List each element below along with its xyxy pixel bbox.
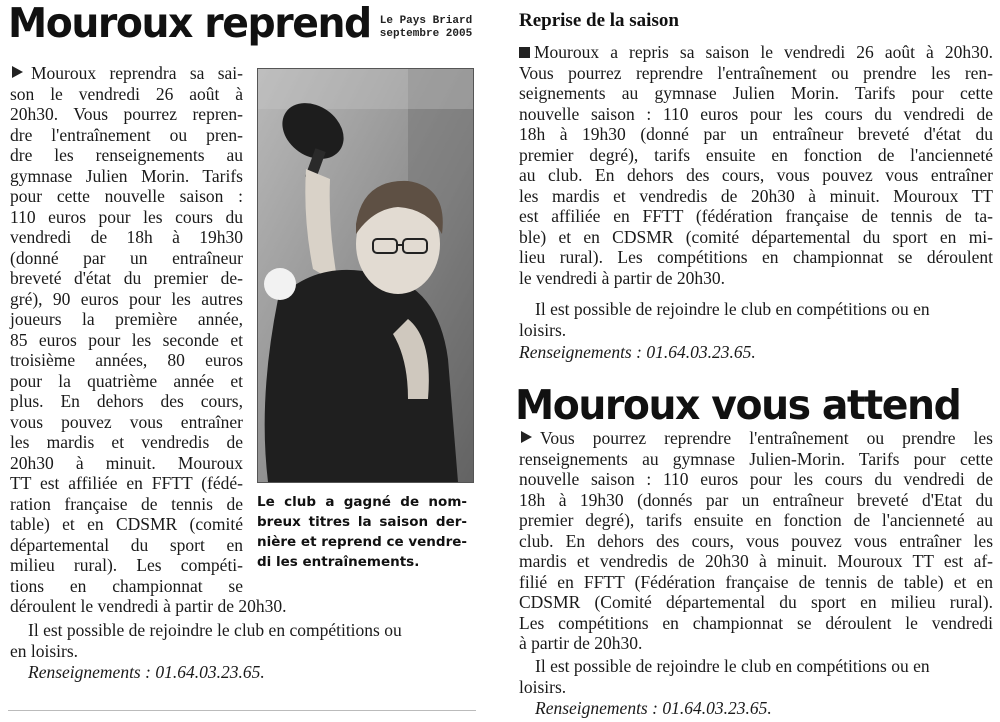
right-bottom-text-line: 18h à 19h30 (donnés par un entraîneur breveté d'Etat du xyxy=(519,489,993,510)
right-bottom-text-line: premier degré), tarifs ensuite en fonction de l'ancienneté au xyxy=(519,510,993,530)
right-bottom-text-line: filié en FFTT (Fédération française de tennis de table) et en xyxy=(519,571,993,592)
right-top-text-line: seignements au gymnase Julien Morin. Tarifs pour cette xyxy=(519,83,993,103)
left-text-line: 20h30 à minuit. Mouroux xyxy=(10,452,243,473)
caption-line: di les entraînements. xyxy=(257,554,420,570)
bullet-triangle-icon xyxy=(12,66,23,78)
right-top-text-line-text: Mouroux a repris sa saison le vendredi 26 août à 20h30. xyxy=(534,42,993,62)
left-text-line xyxy=(10,63,243,84)
left-text-line: pour cette nouvelle saison : xyxy=(10,186,243,206)
right-top-paragraph-2-line-2: loisirs. xyxy=(519,320,567,340)
right-top-text-line: est affiliée en FFTT (fédération française de tennis de ta- xyxy=(519,206,993,226)
right-top-text-line: au club. En dehors des cours, vous pouvez vous entraîner xyxy=(519,165,993,185)
right-top-text-line: lieu rural). Les compétitions en championnat se déroulent xyxy=(519,247,993,267)
left-text-line: gymnase Julien Morin. Tarifs xyxy=(10,165,243,186)
left-bottom-rule xyxy=(8,710,476,711)
left-text-line: table) et en CDSMR (comité xyxy=(10,514,243,534)
right-bottom-text-line: Les compétitions en championnat se déroulent le vendredi xyxy=(519,612,993,633)
left-text-line: 20h30. Vous pourrez repren- xyxy=(10,104,243,124)
left-text-line: tions en championnat se xyxy=(10,575,243,596)
left-column-text xyxy=(10,63,243,596)
right-top-text-line: 18h à 19h30 (donné par un entraîneur breveté d'état du xyxy=(519,124,993,144)
right-top-text-line xyxy=(519,42,993,63)
right-top-text-line: les mardis et vendredis de 20h30 à minuit. Mouroux TT xyxy=(519,185,993,206)
left-text-line: milieu rural). Les compéti- xyxy=(10,555,243,575)
left-text-line: ration française de tennis de xyxy=(10,493,243,514)
left-text-line: dre l'entraînement ou pren- xyxy=(10,124,243,145)
left-text-line: pour la quatrième année et xyxy=(10,370,243,391)
right-bottom-text-line: nouvelle saison : 110 euros pour les cours du vendredi de xyxy=(519,469,993,489)
left-headline: Mouroux reprend xyxy=(8,0,371,47)
left-text-line: les mardis et vendredis de xyxy=(10,432,243,452)
player-illustration xyxy=(258,69,473,482)
left-text-line: gré), 90 euros pour les autres xyxy=(10,288,243,309)
right-top-text-line: premier degré), tarifs ensuite en fonction de l'ancienneté xyxy=(519,144,993,165)
right-bottom-text-line: renseignements au gymnase Julien-Morin. Tarifs pour cette xyxy=(519,448,993,469)
left-renseignements: Renseignements : 01.64.03.23.65. xyxy=(28,662,265,682)
right-bottom-text-line: à partir de 20h30. xyxy=(519,633,643,653)
right-bottom-headline: Mouroux vous attend xyxy=(515,381,961,429)
right-bottom-text-line: club. En dehors des cours, vous pouvez vous entraîner les xyxy=(519,530,993,551)
left-text-line: son le vendredi 26 août à xyxy=(10,83,243,104)
left-text-line: breveté d'état du premier de- xyxy=(10,268,243,288)
left-text-line: TT est affiliée en FFTT (fédé- xyxy=(10,473,243,493)
photo-table-tennis-player xyxy=(257,68,474,483)
right-top-title: Reprise de la saison xyxy=(519,10,679,31)
right-bottom-paragraph-2-line-1: Il est possible de rejoindre le club en compétitions ou en xyxy=(535,656,930,676)
left-full-width-line: déroulent le vendredi à partir de 20h30. xyxy=(10,596,287,616)
right-bottom-text xyxy=(519,428,993,654)
right-top-paragraph-2-line-1: Il est possible de rejoindre le club en compétitions ou en xyxy=(535,299,930,319)
source-publication: Le Pays Briard xyxy=(379,15,473,27)
left-text-line: vendredi de 18h à 19h30 xyxy=(10,227,243,247)
caption-line: nière et reprend ce vendre- xyxy=(257,534,467,550)
right-top-text-line: nouvelle saison : 110 euros pour les cours du vendredi de xyxy=(519,103,993,124)
caption-line: Le club a gagné de nom- xyxy=(257,494,467,510)
left-text-line: joueurs la première année, xyxy=(10,309,243,329)
right-bottom-paragraph-2-line-2: loisirs. xyxy=(519,677,567,697)
right-top-text xyxy=(519,42,993,288)
source-date: septembre 2005 xyxy=(379,28,473,40)
caption-line: breux titres la saison der- xyxy=(257,514,467,530)
photo-caption xyxy=(257,492,467,572)
left-text-line: départemental du sport en xyxy=(10,534,243,555)
bullet-square-icon xyxy=(519,47,530,58)
right-bottom-text-line-text: Vous pourrez reprendre l'entraînement ou prendre les xyxy=(540,428,993,448)
source-label xyxy=(378,15,474,41)
left-text-line: (donné par un entraîneur xyxy=(10,247,243,268)
bullet-triangle-icon xyxy=(521,431,532,443)
right-bottom-text-line: mardis et vendredis de 20h30 à minuit. Mouroux TT est af- xyxy=(519,551,993,571)
left-text-line-text: Mouroux reprendra sa sai- xyxy=(31,63,243,83)
right-top-text-line: le vendredi à partir de 20h30. xyxy=(519,267,726,288)
left-paragraph-2-line-1: Il est possible de rejoindre le club en compétitions ou xyxy=(28,620,402,640)
right-top-text-line: Vous pourrez reprendre l'entraînement ou prendre les ren- xyxy=(519,62,993,83)
left-text-line: troisième années, 80 euros xyxy=(10,350,243,370)
left-text-line: dre les renseignements au xyxy=(10,145,243,165)
right-top-text-line: ble) et en CDSMR (comité départemental du sport en mi- xyxy=(519,226,993,247)
right-bottom-text-line: CDSMR (Comité départemental du sport en milieu rural). xyxy=(519,592,993,612)
left-text-line: 85 euros pour les seconde et xyxy=(10,329,243,350)
right-bottom-text-line xyxy=(519,428,993,449)
left-text-line: 110 euros pour les cours du xyxy=(10,206,243,227)
left-text-line: plus. En dehors des cours, xyxy=(10,391,243,411)
right-bottom-renseignements: Renseignements : 01.64.03.23.65. xyxy=(535,698,772,718)
right-top-renseignements: Renseignements : 01.64.03.23.65. xyxy=(519,342,756,362)
left-paragraph-2-line-2: en loisirs. xyxy=(10,641,79,661)
left-text-line: vous pouvez vous entraîner xyxy=(10,411,243,432)
